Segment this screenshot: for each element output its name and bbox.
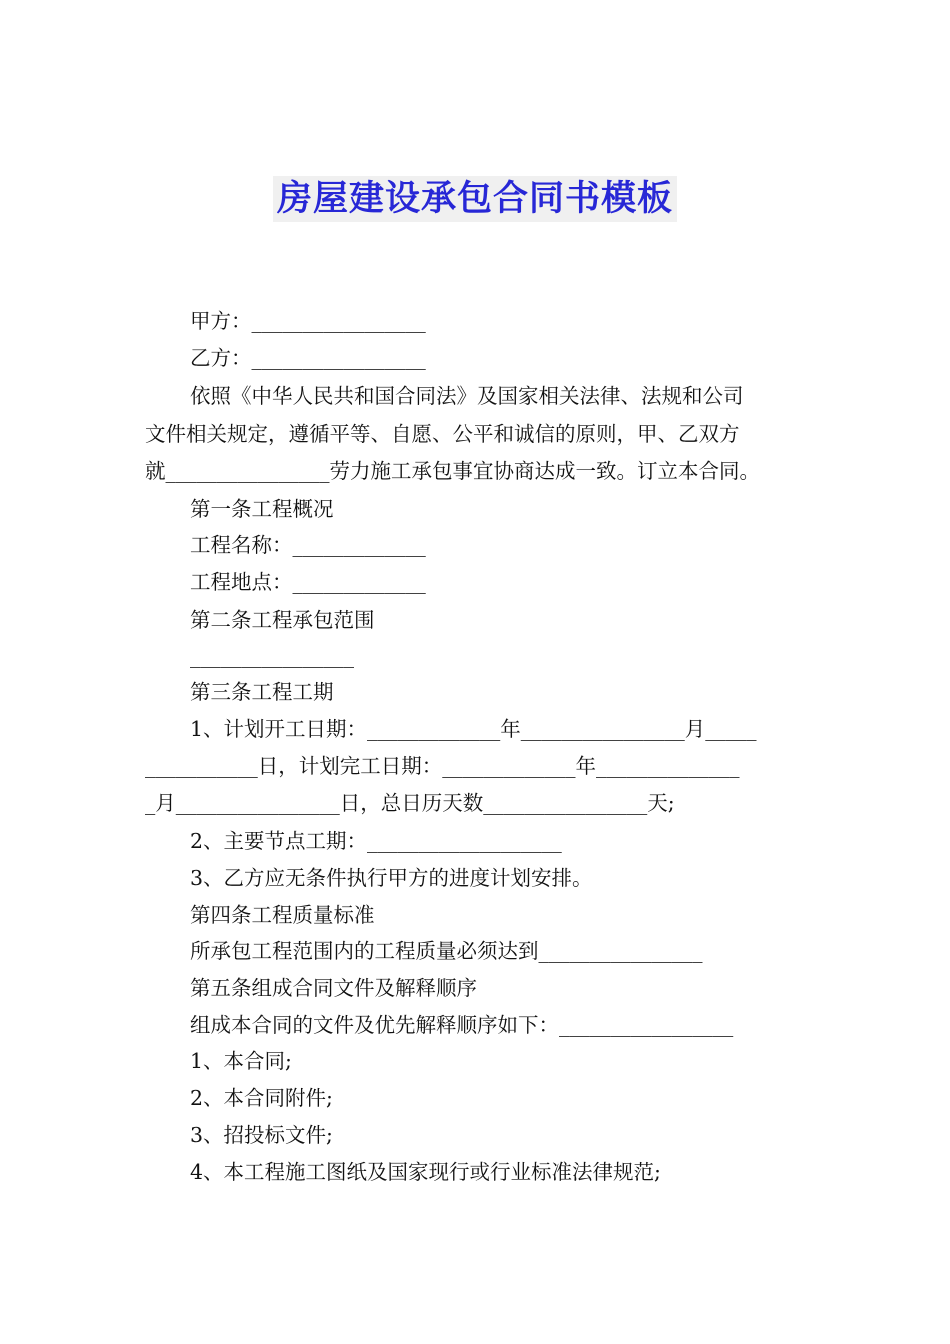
preamble-line-3: 就________________劳力施工承包事宜协商达成一致。订立本合同。: [145, 459, 760, 483]
party-a-line: 甲方：_________________: [190, 309, 426, 333]
article-3-heading: 第三条工程工期: [190, 680, 334, 704]
schedule-compliance-line: 3、乙方应无条件执行甲方的进度计划安排。: [190, 866, 593, 890]
document-title: 房屋建设承包合同书模板: [273, 176, 677, 222]
scope-blank-line: ________________: [190, 644, 354, 668]
title-container: [0, 176, 950, 222]
party-b-line: 乙方：_________________: [190, 346, 426, 370]
schedule-line-3: _月________________日，总日历天数________________天;: [145, 791, 675, 815]
article-1-heading: 第一条工程概况: [190, 497, 334, 521]
list-item-1: 1、本合同;: [190, 1049, 292, 1073]
list-item-2: 2、本合同附件;: [190, 1086, 333, 1110]
preamble-line-1: 依照《中华人民共和国合同法》及国家相关法律、法规和公司: [190, 384, 744, 408]
article-4-heading: 第四条工程质量标准: [190, 903, 375, 927]
project-name-line: 工程名称：_____________: [190, 533, 426, 557]
list-item-3: 3、招投标文件;: [190, 1123, 333, 1147]
article-2-heading: 第二条工程承包范围: [190, 608, 375, 632]
project-location-line: 工程地点：_____________: [190, 570, 426, 594]
milestone-line: 2、主要节点工期：___________________: [190, 829, 562, 853]
list-item-4: 4、本工程施工图纸及国家现行或行业标准法律规范;: [190, 1160, 661, 1184]
schedule-line-2: ___________日，计划完工日期：_____________年______________: [145, 754, 740, 778]
article-5-heading: 第五条组成合同文件及解释顺序: [190, 976, 477, 1000]
schedule-line-1: 1、计划开工日期：_____________年________________月_____: [190, 717, 757, 741]
document-order-line: 组成本合同的文件及优先解释顺序如下：_________________: [190, 1013, 734, 1037]
quality-standard-line: 所承包工程范围内的工程质量必须达到________________: [190, 939, 703, 963]
preamble-line-2: 文件相关规定，遵循平等、自愿、公平和诚信的原则，甲、乙双方: [145, 422, 740, 446]
